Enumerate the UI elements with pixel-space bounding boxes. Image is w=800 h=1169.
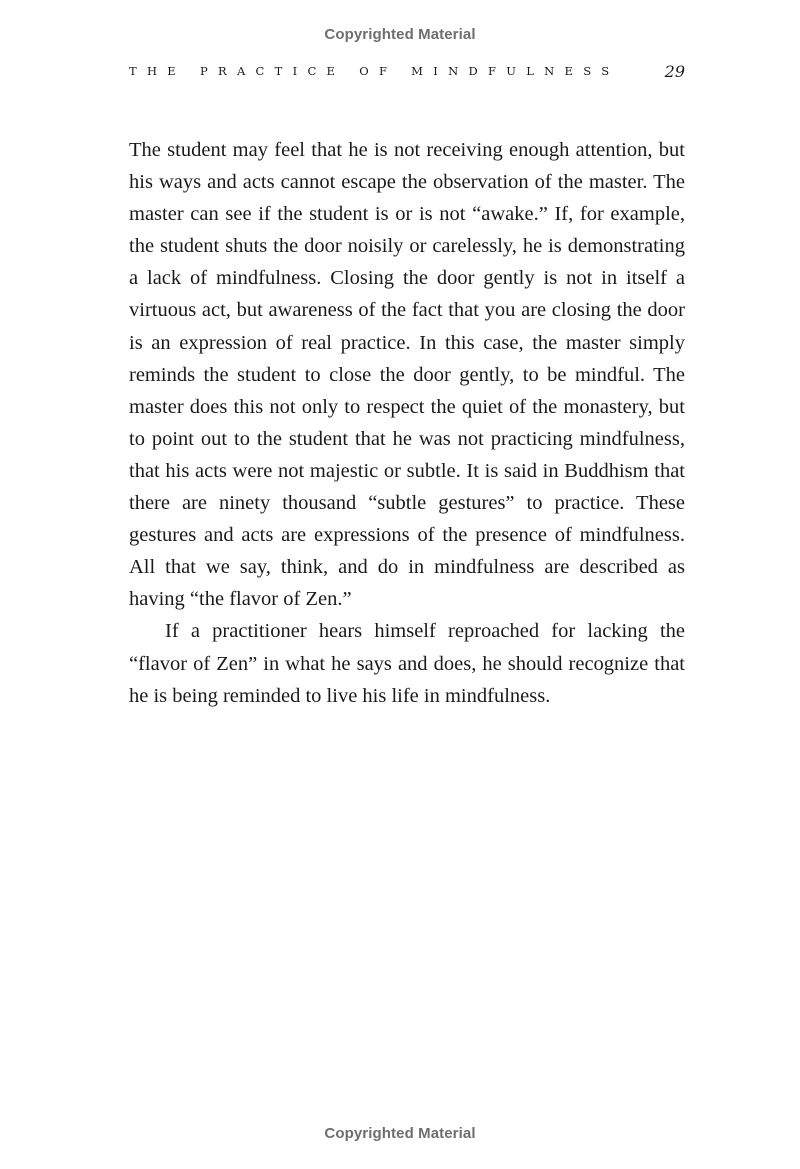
copyright-watermark-bottom: Copyrighted Material bbox=[324, 1125, 476, 1142]
paragraph-1: The student may feel that he is not receiving enough attention, but his ways and acts cannot escape the observation of the master. The master can see if the student is or is not “awake.” If, for example, the student shuts the door noisily or carelessly, he is demonstrating a lack of mindfulness. Closing the door gently is not in itself a virtuous act, but awareness of the fact that you are closing the door is an expression of real practice. In this case, the master simply reminds the student to close the door gently, to be mindful. The master does this not only to respect the quiet of the monastery, but to point out to the student that he was not practicing mindfulness, that his acts were not majestic or subtle. It is said in Buddhism that there are ninety thousand “subtle gestures” to practice. These gestures and acts are expressions of the presence of mindfulness. All that we say, think, and do in mindfulness are described as having “the flavor of Zen.” bbox=[129, 139, 685, 611]
paragraph-2: If a practitioner hears himself reproached for lacking the “flavor of Zen” in what he says and does, he should recognize that he is being reminded to live his life in mindfulness. bbox=[129, 620, 685, 707]
page-number: 29 bbox=[664, 62, 685, 81]
running-header bbox=[129, 62, 685, 84]
body-text bbox=[129, 134, 685, 712]
copyright-watermark-top: Copyrighted Material bbox=[324, 26, 476, 43]
running-title: THE PRACTICE OF MINDFULNESS bbox=[129, 64, 620, 78]
